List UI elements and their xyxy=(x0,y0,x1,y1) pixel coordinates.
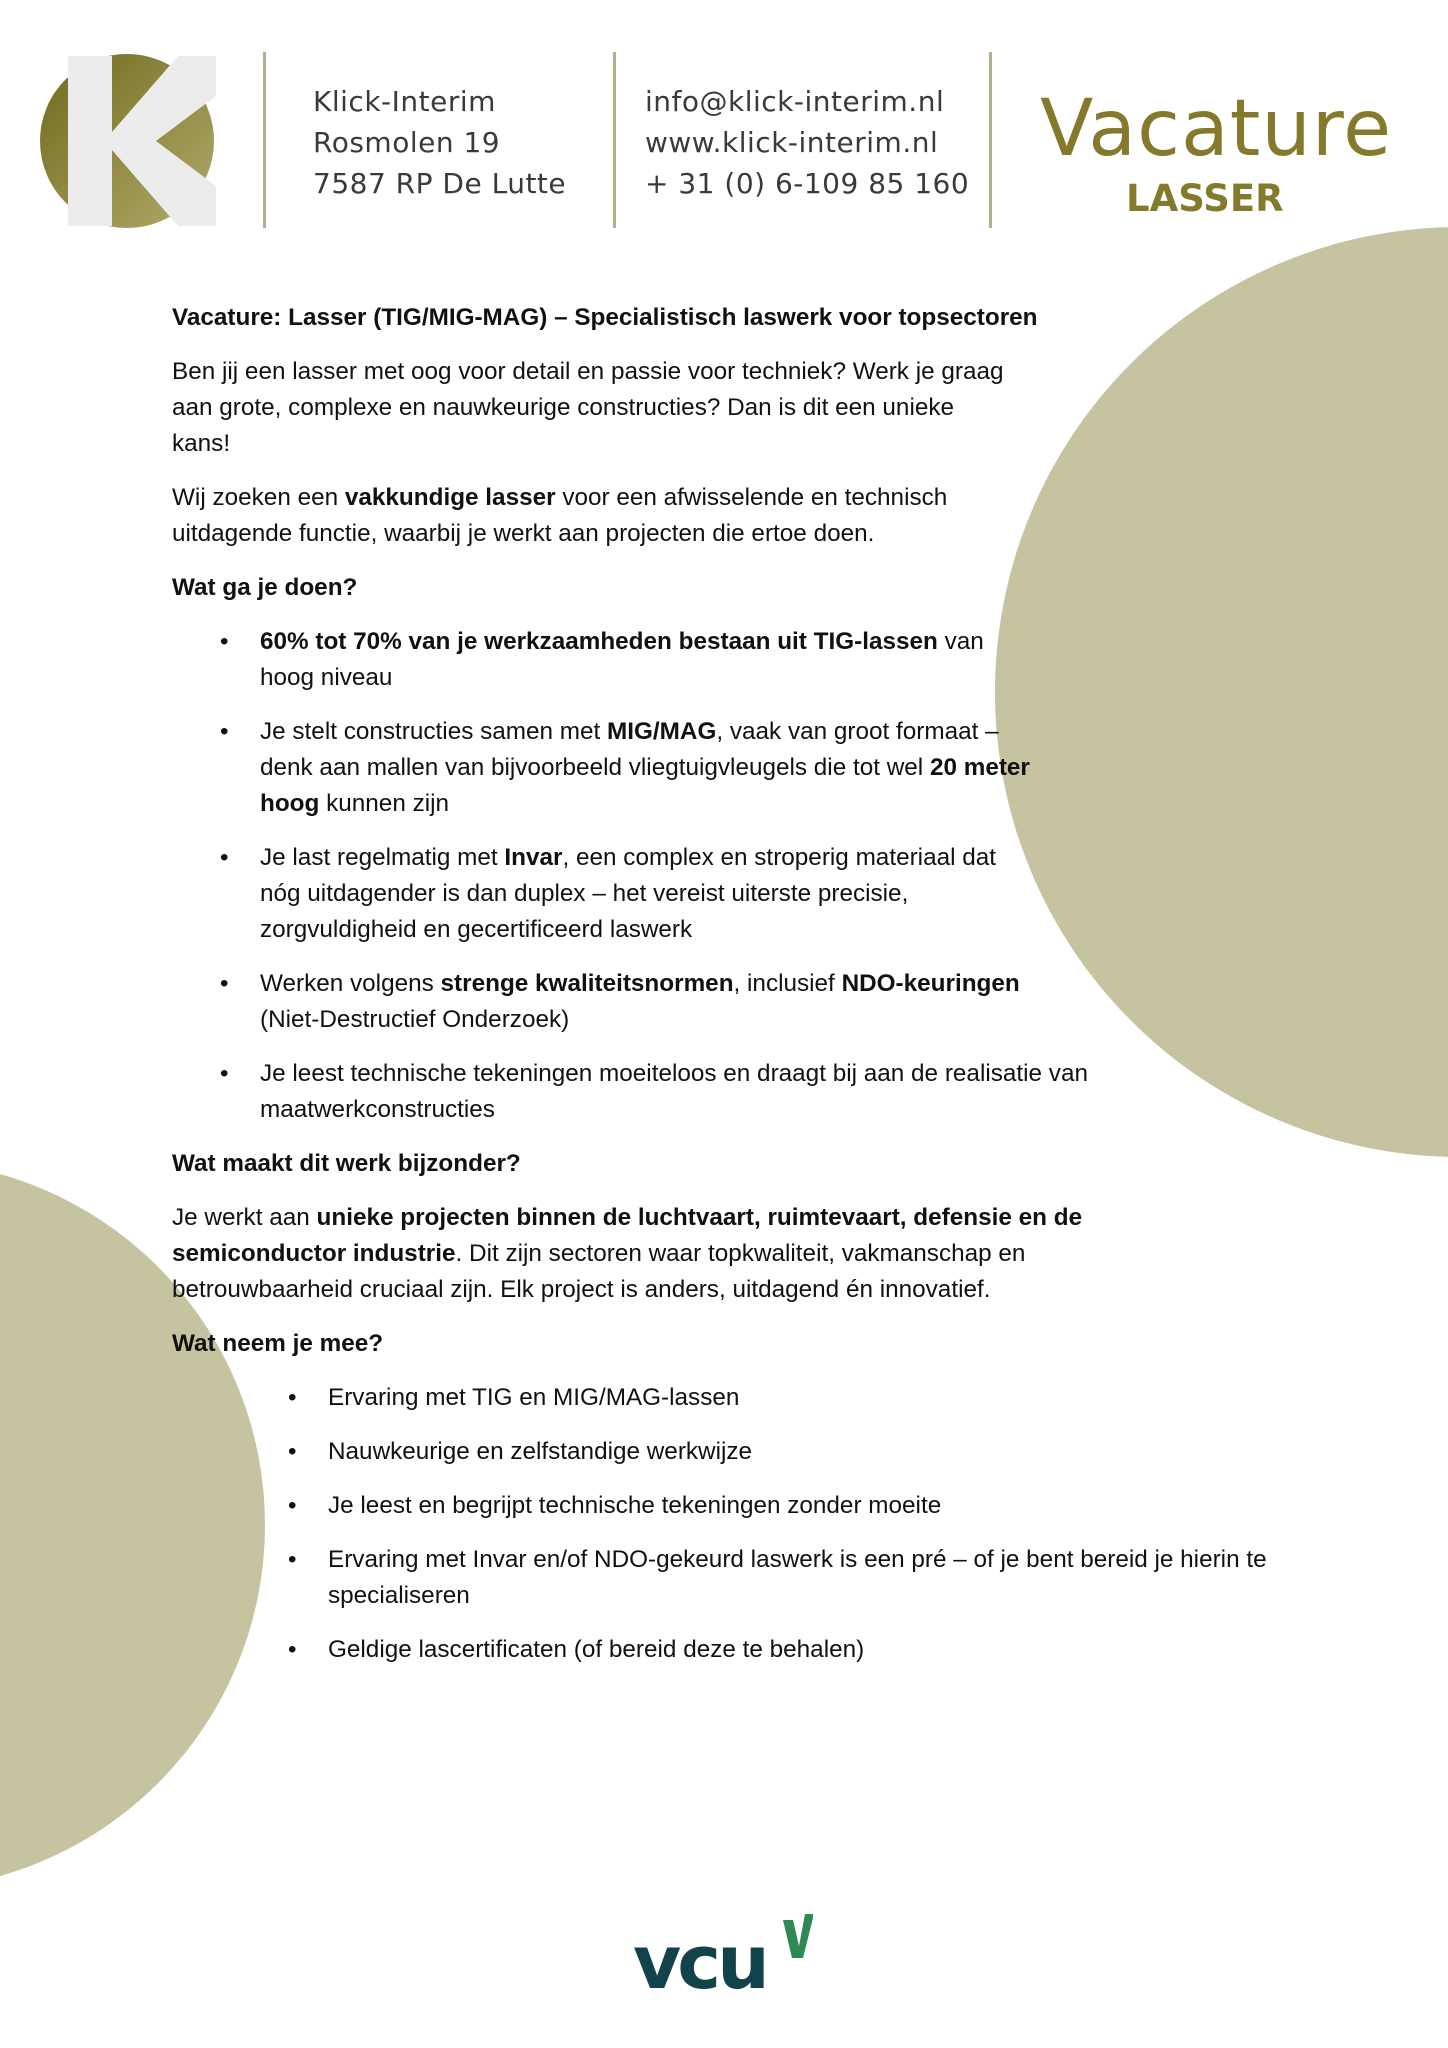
header-divider xyxy=(989,52,992,228)
list-item: • 60% tot 70% van je werkzaamheden bestaan uit TIG-lassen van hoog niveau xyxy=(260,624,1040,696)
vacancy-subtitle: LASSER xyxy=(1126,177,1284,220)
task-list xyxy=(172,624,1292,1128)
company-city: 7587 RP De Lutte xyxy=(313,167,567,200)
requirements-list xyxy=(172,1380,1292,1668)
list-item: • Ervaring met Invar en/of NDO-gekeurd laswerk is een pré – of je bent bereid je hierin te specialiseren xyxy=(328,1542,1328,1614)
list-item: • Je leest en begrijpt technische tekeningen zonder moeite xyxy=(328,1488,1328,1524)
list-item: • Je stelt constructies samen met MIG/MAG, vaak van groot formaat – denk aan mallen van bijvoorbeeld vliegtuigvleugels die tot wel 20 meter hoog kunnen zijn xyxy=(260,714,1040,822)
list-item: • Nauwkeurige en zelfstandige werkwijze xyxy=(328,1434,1328,1470)
svg-text:vcu: vcu xyxy=(633,1920,766,1994)
section-title-tasks: Wat ga je doen? xyxy=(172,574,358,601)
klick-logo xyxy=(38,52,216,230)
company-address xyxy=(313,81,566,204)
intro-paragraph-2: Wij zoeken een vakkundige lasser voor een afwisselende en technisch uitdagende functie, waarbij je werkt aan projecten die ertoe doen. xyxy=(172,484,948,547)
contact-info xyxy=(645,81,969,204)
contact-phone: + 31 (0) 6-109 85 160 xyxy=(645,167,970,200)
list-item: • Geldige lascertificaten (of bereid deze te behalen) xyxy=(328,1632,1328,1668)
section-title-requirements: Wat neem je mee? xyxy=(172,1330,384,1357)
section-title-special: Wat maakt dit werk bijzonder? xyxy=(172,1150,521,1177)
header-divider xyxy=(263,52,266,228)
vacancy-title: Vacature xyxy=(1040,84,1393,174)
company-name: Klick-Interim xyxy=(313,85,496,118)
vacancy-body xyxy=(172,300,1292,1686)
list-item: • Je last regelmatig met Invar, een complex en stroperig materiaal dat nóg uitdagender is dan duplex – het vereist uiterste precisie, zorgvuldigheid en gecertificeerd laswerk xyxy=(260,840,1040,948)
list-item: • Ervaring met TIG en MIG/MAG-lassen xyxy=(328,1380,1328,1416)
list-item: • Je leest technische tekeningen moeiteloos en draagt bij aan de realisatie van maatwerkconstructies xyxy=(260,1056,1100,1128)
header-divider xyxy=(613,52,616,228)
intro-paragraph: Ben jij een lasser met oog voor detail en passie voor techniek? Werk je graag aan grote, complexe en nauwkeurige constructies? Dan is dit een unieke kans! xyxy=(172,358,1004,457)
special-paragraph: Je werkt aan unieke projecten binnen de luchtvaart, ruimtevaart, defensie en de semiconductor industrie. Dit zijn sectoren waar topkwaliteit, vakmanschap en betrouwbaarheid cruciaal zijn. Elk project is anders, uitdagend én innovatief. xyxy=(172,1204,1083,1303)
vcu-logo xyxy=(633,1910,813,1994)
contact-email[interactable]: info@klick-interim.nl xyxy=(645,85,945,118)
company-street: Rosmolen 19 xyxy=(313,126,501,159)
document-heading: Vacature: Lasser (TIG/MIG-MAG) – Specialistisch laswerk voor topsectoren xyxy=(172,304,1038,331)
list-item: • Werken volgens strenge kwaliteitsnormen, inclusief NDO-keuringen (Niet-Destructief Onderzoek) xyxy=(260,966,1040,1038)
contact-website[interactable]: www.klick-interim.nl xyxy=(645,126,939,159)
